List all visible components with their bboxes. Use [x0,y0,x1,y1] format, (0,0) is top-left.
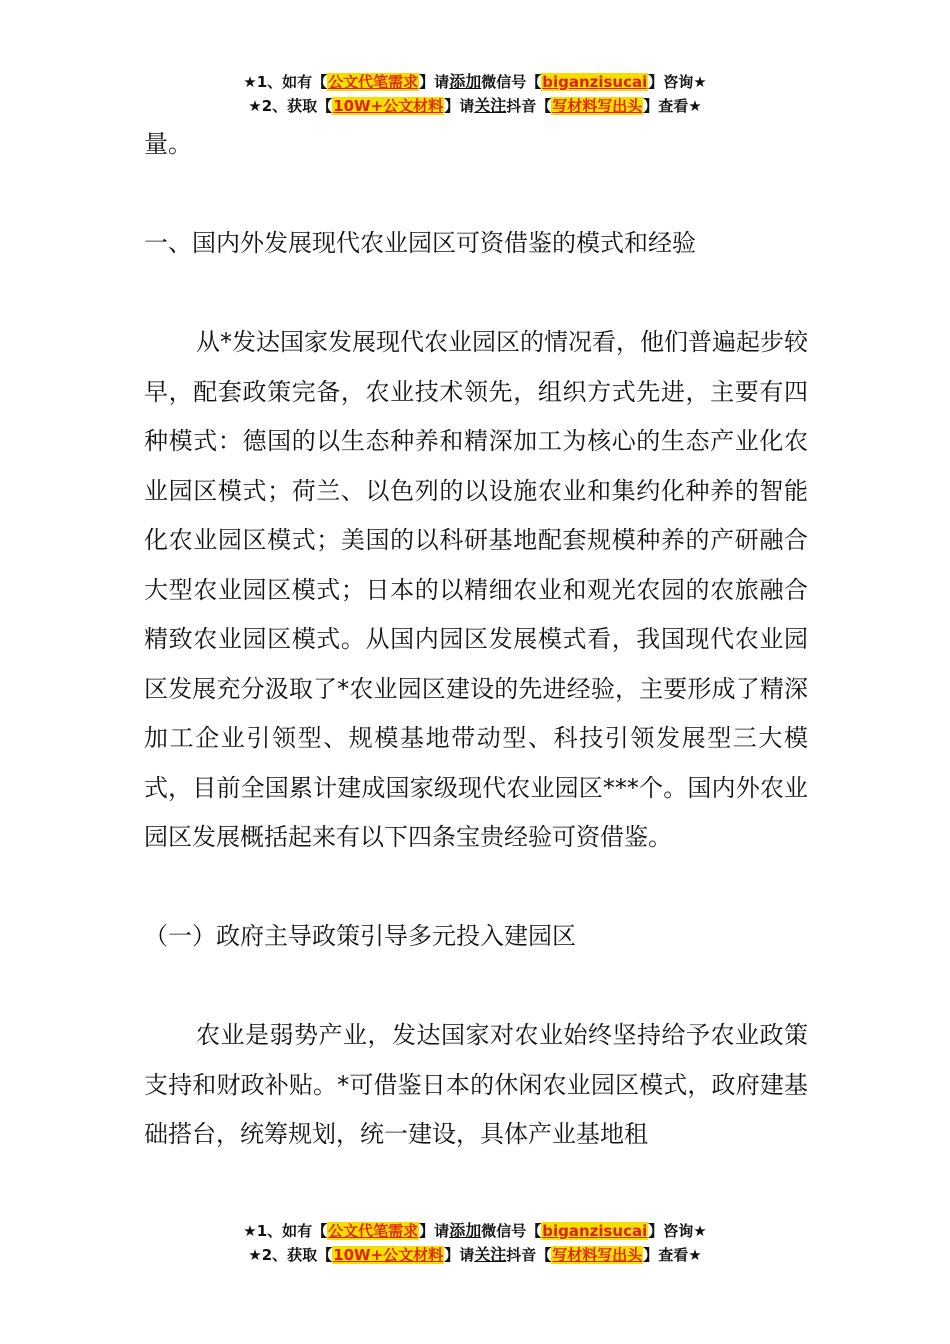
banner-text: ★1、如有【 [243,1222,328,1240]
subsection-heading-1: （一）政府主导政策引导多元投入建园区 [144,922,576,950]
banner-line-1 [0,70,950,94]
emphasis-follow: 关注 [474,1245,507,1264]
spacer [144,863,808,913]
banner-text: 微信号【 [481,73,542,91]
header-banner [0,70,950,118]
banner-text: 】咨询★ [648,1222,707,1240]
highlight-wechat-id: biganzisucai [542,1222,648,1240]
banner-text: 抖音【 [506,1246,552,1264]
footer-banner [0,1219,950,1267]
banner-text: 】请 [444,1246,475,1264]
highlight-materials: 10W+公文材料 [333,1246,444,1264]
spacer [144,170,808,220]
banner-text: ★1、如有【 [243,73,328,91]
document-body [144,120,808,1160]
banner-line-1 [0,1219,950,1243]
emphasis-follow: 关注 [474,96,507,115]
highlight-materials: 10W+公文材料 [333,97,444,115]
banner-text: 】查看★ [643,97,702,115]
emphasis-add: 添加 [449,72,482,91]
spacer [144,269,808,319]
banner-text: ★2、获取【 [248,97,333,115]
highlight-service: 公文代笔需求 [328,1222,419,1240]
continuation-text: 量。 [144,130,192,158]
banner-line-2 [0,94,950,118]
banner-text: 】请 [444,97,475,115]
banner-text: 】咨询★ [648,73,707,91]
highlight-douyin-account: 写材料写出头 [552,1246,643,1264]
spacer [144,962,808,1012]
paragraph-1: 从*发达国家发展现代农业园区的情况看，他们普遍起步较早，配套政策完备，农业技术领先，组织方式先进，主要有四种模式：德国的以生态种养和精深加工为核心的生态产业化农业园区模式；荷兰、以色列的以设施农业和集约化种养的智能化农业园区模式；美国的以科研基地配套规模种养的产研融合大型农业园区模式；日本的以精细农业和观光农园的农旅融合精致农业园区模式。从国内园区发展模式看，我国现代农业园区发展充分汲取了*农业园区建设的先进经验，主要形成了精深加工企业引领型、规模基地带动型、科技引领发展型三大模式，目前全国累计建成国家级现代农业园区***个。国内外农业园区发展概括起来有以下四条宝贵经验可资借鉴。 [144,328,808,851]
banner-text: 微信号【 [481,1222,542,1240]
emphasis-add: 添加 [449,1221,482,1240]
banner-text: ★2、获取【 [248,1246,333,1264]
highlight-douyin-account: 写材料写出头 [552,97,643,115]
highlight-service: 公文代笔需求 [328,73,419,91]
highlight-wechat-id: biganzisucai [542,73,648,91]
banner-text: 抖音【 [506,97,552,115]
banner-line-2 [0,1243,950,1267]
banner-text: 】查看★ [643,1246,702,1264]
banner-text: 】请 [419,73,450,91]
paragraph-2: 农业是弱势产业，发达国家对农业始终坚持给予农业政策支持和财政补贴。*可借鉴日本的休闲农业园区模式，政府建基础搭台，统筹规划，统一建设，具体产业基地租 [144,1021,808,1148]
banner-text: 】请 [419,1222,450,1240]
section-heading-1: 一、国内外发展现代农业园区可资借鉴的模式和经验 [144,229,696,257]
